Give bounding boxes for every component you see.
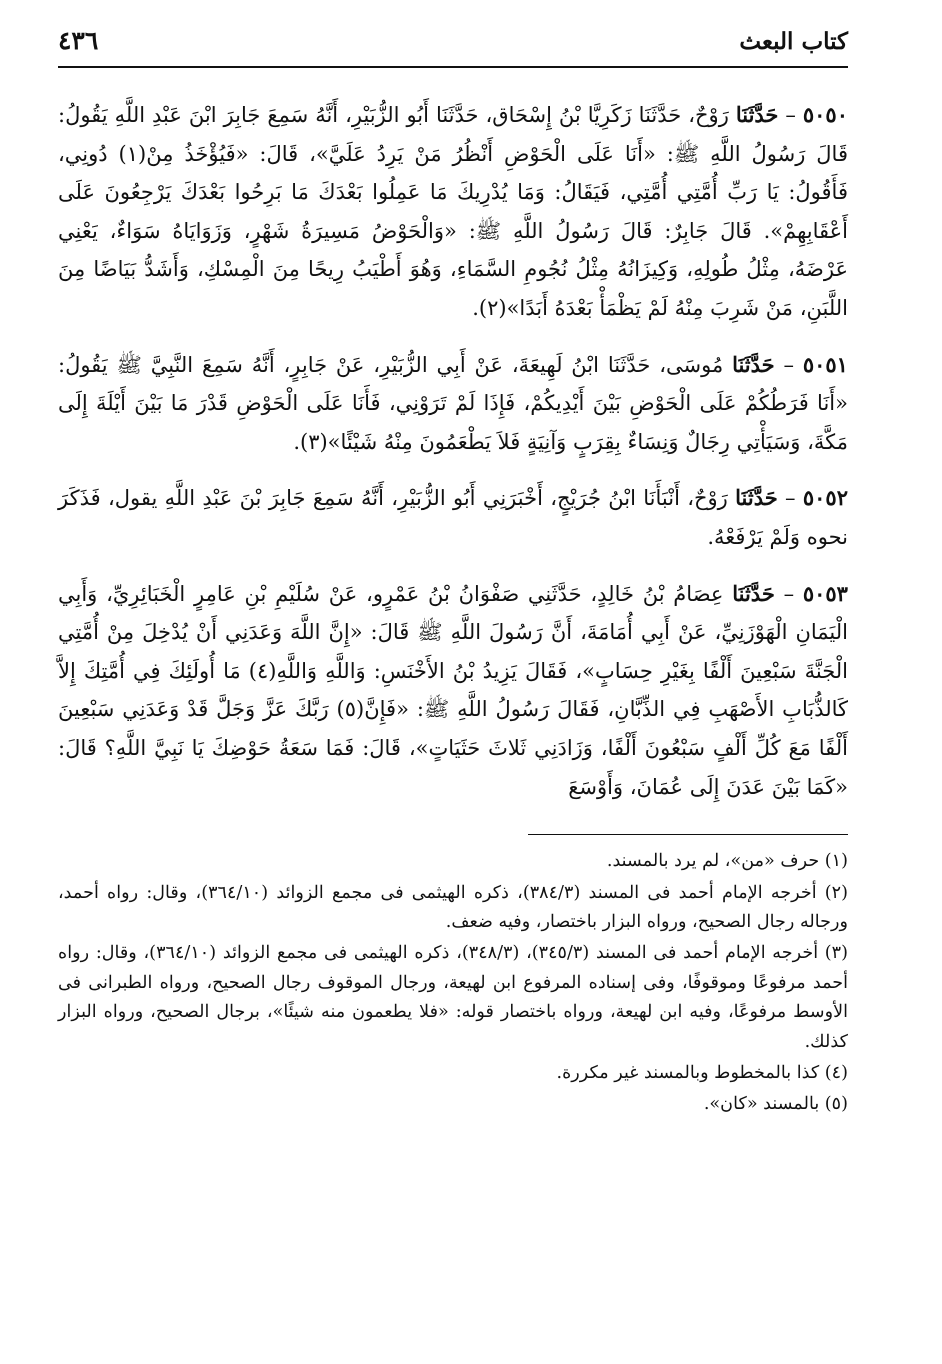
page-header <box>58 22 848 68</box>
footnote-4: (٤) كذا بالمخطوط وبالمسند غير مكررة. <box>556 1062 848 1083</box>
hadith-text: مُوسَى، حَدَّثَنَا ابْنُ لَهِيعَةَ، عَنْ أَبِي الزُّبَيْرِ، عَنْ جَابِرٍ، أَنَّهُ سَمِعَ النَّبِيَّ ﷺ يَقُولُ: «أَنَا فَرَطُكُمْ عَلَى الْحَوْضِ بَيْنَ أَيْدِيكُمْ، فَإِذَا لَمْ تَرَوْنِي، فَأَنَا عَلَى الْحَوْضِ قَدْرَ مَا بَيْنَ أَيْلَةَ إِلَى مَكَّةَ، وَسَيَأْتِي رِجَالٌ وَنِسَاءٌ بِقِرَبٍ وَآنِيَةٍ فَلاَ يَطْعَمُونَ مِنْهُ شَيْئًا»(٣). <box>58 352 848 454</box>
hadith-5053: ٥٠٥٣ – حَدَّثَنَا عِصَامُ بْنُ خَالِدٍ، حَدَّثَنِي صَفْوَانُ بْنُ عَمْرٍو، عَنْ سُلَيْمِ بْنِ عَامِرٍ الْخَبَائِرِيِّ، وَأَبِي الْيَمَانِ الْهَوْزَنِيِّ، عَنْ أَبِي أُمَامَةَ، أَنَّ رَسُولَ اللَّهِ ﷺ قَالَ: «إِنَّ اللَّهَ وَعَدَنِي أَنْ يُدْخِلَ مِنْ أُمَّتِي الْجَنَّةَ سَبْعِينَ أَلْفًا بِغَيْرِ حِسَابٍ»، فَقَالَ يَزِيدُ بْنُ الأَخْنَسِ: وَاللَّهِ وَاللَّهِ(٤) مَا أُولَئِكَ فِي أُمَّتِكَ إِلاَّ كَالذُّبَابِ الأَصْهَبِ فِي الذِّبَّانِ، فَقَالَ رَسُولُ اللَّهِ ﷺ: «فَإِنَّ(٥) رَبَّكَ عَزَّ وَجَلَّ قَدْ وَعَدَنِي سَبْعِينَ أَلْفًا مَعَ كُلِّ أَلْفٍ سَبْعُونَ أَلْفًا، وَزَادَنِي ثَلاثَ حَثَيَاتٍ»، قَالَ: فَمَا سَعَةُ حَوْضِكَ يَا نَبِيَّ اللَّهِ؟ قَالَ: «كَمَا بَيْنَ عَدَنَ إِلَى عُمَانَ، وَأَوْسَعَ <box>58 580 849 799</box>
footnote-3: (٣) أخرجه الإمام أحمد فى المسند (٣٤٥/٣)، (٣٤٨/٣)، ذكره الهيثمى فى مجمع الزوائد (٣٦٤/١٠)، وقال: رواه أحمد مرفوعًا وموقوفًا، وفى إسناده المرفوع ابن لهيعة، ورجال الموقوف رجال الصحيح، ورواه الطبرانى فى الأوسط مرفوعًا، وفيه ابن لهيعة، ورواه باختصار قوله: «فلا يطعمون منه شيئًا»، برجال الصحيح، ورواه البزار كذلك. <box>58 943 848 1052</box>
hadith-number: ٥٠٥٢ <box>802 485 848 511</box>
hadith-lead: حَدَّثَنَا <box>735 102 779 127</box>
page-number: ٤٣٦ <box>58 26 99 55</box>
hadith-number: ٥٠٥١ <box>802 351 848 377</box>
hadith-lead: حَدَّثَنَا <box>735 485 778 511</box>
hadith-number: ٥٠٥٠ <box>802 102 848 127</box>
document-page <box>58 22 848 1342</box>
hadith-text: رَوْحٌ، حَدَّثَنَا زَكَرِيَّا بْنُ إِسْحَاق، حَدَّثَنَا أَبُو الزُّبَيْرِ، أَنَّهُ سَمِعَ جَابِرَ ابْنَ عَبْدِ اللَّهِ يَقُولُ: قَالَ رَسُولُ اللَّهِ ﷺ: «أَنَا عَلَى الْحَوْضِ أَنْظُرُ مَنْ يَرِدُ عَلَيَّ»، قَالَ: «فَيُؤْخَذُ مِنْ(١) دُونِي، فَأَقُولُ: يَا رَبِّ أُمَّتِي أُمَّتِي، فَيَقَالُ: وَمَا يُدْرِيكَ مَا عَمِلُوا بَعْدَكَ مَا بَرِحُوا بَعْدَكَ يَرْجِعُونَ عَلَى أَعْقَابِهِمْ». قَالَ جَابِرٌ: قَالَ رَسُولُ اللَّهِ ﷺ: «وَالْحَوْضُ مَسِيرَةُ شَهْرٍ، وَزَوَايَاهُ سَوَاءٌ، يَعْنِي عَرْضَهُ، مِثْلُ طُولِهِ، وَكِيزَانُهُ مِثْلُ نُجُومِ السَّمَاءِ، وَهُوَ أَطْيَبُ رِيحًا مِنَ الْمِسْكِ، وَأَشَدُّ بَيَاضًا مِنَ اللَّبَنِ، مَنْ شَرِبَ مِنْهُ لَمْ يَظْمَأْ بَعْدَهُ أَبَدًا»(٢). <box>58 103 848 320</box>
hadith-lead: حَدَّثَنَا <box>732 351 775 377</box>
page-title: كتاب البعث <box>739 28 848 55</box>
body-text <box>58 96 848 806</box>
header-rule <box>58 66 848 68</box>
footnotes <box>58 847 848 1120</box>
footnote-5: (٥) بالمسند «كان». <box>703 1094 848 1115</box>
hadith-number: ٥٠٥٣ <box>802 580 848 606</box>
footnote-1: (١) حرف «من»، لم يرد بالمسند. <box>606 851 848 872</box>
hadith-text: رَوْحٌ، أَنْبَأَنَا ابْنُ جُرَيْجٍ، أَخْبَرَنِي أَبُو الزُّبَيْرِ، أَنَّهُ سَمِعَ جَابِرَ بْنَ عَبْدِ اللَّهِ يقول، فَذَكَرَ نحوه وَلَمْ يَرْفَعْهُ. <box>58 486 848 549</box>
hadith-5052: ٥٠٥٢ – حَدَّثَنَا رَوْحٌ، أَنْبَأَنَا ابْنُ جُرَيْجٍ، أَخْبَرَنِي أَبُو الزُّبَيْرِ، أَنَّهُ سَمِعَ جَابِرَ بْنَ عَبْدِ اللَّهِ يقول، فَذَكَرَ نحوه وَلَمْ يَرْفَعْهُ. <box>58 485 848 549</box>
hadith-text: عِصَامُ بْنُ خَالِدٍ، حَدَّثَنِي صَفْوَانُ بْنُ عَمْرٍو، عَنْ سُلَيْمِ بْنِ عَامِرٍ الْخَبَائِرِيِّ، وَأَبِي الْيَمَانِ الْهَوْزَنِيِّ، عَنْ أَبِي أُمَامَةَ، أَنَّ رَسُولَ اللَّهِ ﷺ قَالَ: «إِنَّ اللَّهَ وَعَدَنِي أَنْ يُدْخِلَ مِنْ أُمَّتِي الْجَنَّةَ سَبْعِينَ أَلْفًا بِغَيْرِ حِسَابٍ»، فَقَالَ يَزِيدُ بْنُ الأَخْنَسِ: وَاللَّهِ وَاللَّهِ(٤) مَا أُولَئِكَ فِي أُمَّتِكَ إِلاَّ كَالذُّبَابِ الأَصْهَبِ فِي الذِّبَّانِ، فَقَالَ رَسُولُ اللَّهِ ﷺ: «فَإِنَّ(٥) رَبَّكَ عَزَّ وَجَلَّ قَدْ وَعَدَنِي سَبْعِينَ أَلْفًا مَعَ كُلِّ أَلْفٍ سَبْعُونَ أَلْفًا، وَزَادَنِي ثَلاثَ حَثَيَاتٍ»، قَالَ: فَمَا سَعَةُ حَوْضِكَ يَا نَبِيَّ اللَّهِ؟ قَالَ: «كَمَا بَيْنَ عَدَنَ إِلَى عُمَانَ، وَأَوْسَعَ <box>58 581 849 799</box>
hadith-5051: ٥٠٥١ – حَدَّثَنَا مُوسَى، حَدَّثَنَا ابْنُ لَهِيعَةَ، عَنْ أَبِي الزُّبَيْرِ، عَنْ جَابِرٍ، أَنَّهُ سَمِعَ النَّبِيَّ ﷺ يَقُولُ: «أَنَا فَرَطُكُمْ عَلَى الْحَوْضِ بَيْنَ أَيْدِيكُمْ، فَإِذَا لَمْ تَرَوْنِي، فَأَنَا عَلَى الْحَوْضِ قَدْرَ مَا بَيْنَ أَيْلَةَ إِلَى مَكَّةَ، وَسَيَأْتِي رِجَالٌ وَنِسَاءٌ بِقِرَبٍ وَآنِيَةٍ فَلاَ يَطْعَمُونَ مِنْهُ شَيْئًا»(٣). <box>58 351 848 454</box>
hadith-5050: ٥٠٥٠ – حَدَّثَنَا رَوْحٌ، حَدَّثَنَا زَكَرِيَّا بْنُ إِسْحَاق، حَدَّثَنَا أَبُو الزُّبَيْرِ، أَنَّهُ سَمِعَ جَابِرَ ابْنَ عَبْدِ اللَّهِ يَقُولُ: قَالَ رَسُولُ اللَّهِ ﷺ: «أَنَا عَلَى الْحَوْضِ أَنْظُرُ مَنْ يَرِدُ عَلَيَّ»، قَالَ: «فَيُؤْخَذُ مِنْ(١) دُونِي، فَأَقُولُ: يَا رَبِّ أُمَّتِي أُمَّتِي، فَيَقَالُ: وَمَا يُدْرِيكَ مَا عَمِلُوا بَعْدَكَ مَا بَرِحُوا بَعْدَكَ يَرْجِعُونَ عَلَى أَعْقَابِهِمْ». قَالَ جَابِرٌ: قَالَ رَسُولُ اللَّهِ ﷺ: «وَالْحَوْضُ مَسِيرَةُ شَهْرٍ، وَزَوَايَاهُ سَوَاءٌ، يَعْنِي عَرْضَهُ، مِثْلُ طُولِهِ، وَكِيزَانُهُ مِثْلُ نُجُومِ السَّمَاءِ، وَهُوَ أَطْيَبُ رِيحًا مِنَ الْمِسْكِ، وَأَشَدُّ بَيَاضًا مِنَ اللَّبَنِ، مَنْ شَرِبَ مِنْهُ لَمْ يَظْمَأْ بَعْدَهُ أَبَدًا»(٢). <box>58 102 848 320</box>
footnote-rule <box>528 834 848 835</box>
footnote-2: (٢) أخرجه الإمام أحمد فى المسند (٣٨٤/٣)، ذكره الهيثمى فى مجمع الزوائد (٣٦٤/١٠)، وقال: رواه أحمد، ورجاله رجال الصحيح، ورواه البزار باختصار، وفيه ضعف. <box>58 882 848 932</box>
hadith-lead: حَدَّثَنَا <box>732 580 775 606</box>
